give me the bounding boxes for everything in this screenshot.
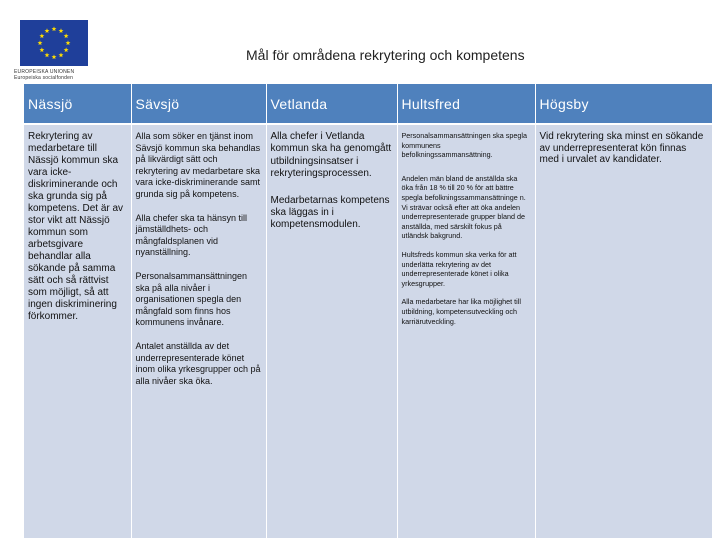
header-hultsfred: Hultsfred	[397, 84, 535, 124]
header-hogsby: Högsby	[535, 84, 712, 124]
page-title: Mål för områdena rekrytering och kompetens	[246, 47, 525, 63]
logo-line-1: EUROPEISKA UNIONEN	[14, 69, 75, 75]
flag-star-icon	[45, 53, 50, 58]
goals-table	[24, 84, 713, 538]
flag-star-icon	[38, 40, 43, 45]
flag-star-icon	[64, 47, 69, 52]
logo-line-2: Europeiska socialfonden	[14, 75, 74, 81]
hultsfred-text-2: Andelen män bland de anställda ska öka från 18 % till 20 % för att bättre spegla befolkningssammansättninge n. Vi strävar också efter att öka andelen underrepresenterade grupper bland de anställda, med särskilt fokus på utländsk bakgrund.	[401, 173, 526, 241]
flag-star-icon	[45, 28, 50, 33]
header-nassjo: Nässjö	[24, 84, 131, 124]
eu-logo	[14, 20, 94, 90]
savsjo-text-1: Alla som söker en tjänst inom Sävsjö kommun ska behandlas på likvärdigt sätt och rekrytering av medarbetare ska vara icke-diskriminerande samt grunda sig på kompetens.	[135, 131, 261, 199]
flag-star-icon	[59, 28, 64, 33]
savsjo-text-3: Personalsammansättningen ska på alla nivåer i organisationen spegla den mångfald som finns hos kommunens invånare.	[135, 270, 248, 328]
cell-hogsby	[535, 124, 712, 538]
hogsby-text: Vid rekrytering ska minst en sökande av underrepresenterat kön finnas med i urvalet av kandidater.	[539, 131, 704, 166]
eu-flag-icon	[20, 20, 88, 66]
flag-star-icon	[52, 26, 57, 31]
savsjo-text-2: Alla chefer ska ta hänsyn till jämställdhets- och mångfaldsplanen vid nyanställning.	[135, 212, 248, 258]
flag-star-icon	[66, 40, 71, 45]
vetlanda-text-2: Medarbetarnas kompetens ska läggas in i kompetensmodulen.	[270, 194, 390, 231]
cell-hultsfred	[397, 124, 535, 538]
header-vetlanda: Vetlanda	[266, 84, 397, 124]
content-row	[24, 124, 712, 538]
cell-savsjo	[131, 124, 266, 538]
hultsfred-text-1: Personalsammansättningen ska spegla kommunens befolkningssammansättning.	[401, 131, 527, 160]
logo-caption	[14, 69, 94, 81]
cell-vetlanda	[266, 124, 397, 538]
hultsfred-text-3: Hultsfreds kommun ska verka för att underlätta rekrytering av det underrepresenterade könet i olika yrkesgrupper.	[401, 249, 517, 288]
header-row	[24, 84, 712, 124]
savsjo-text-4: Antalet anställda av det underrepresenterade könet inom olika yrkesgrupper och på alla nivåer ska öka.	[135, 340, 261, 386]
flag-star-icon	[39, 33, 44, 38]
flag-star-icon	[39, 47, 44, 52]
hultsfred-text-4: Alla medarbetare har lika möjlighet till utbildning, kompetensutveckling och karriärutveckling.	[401, 297, 521, 326]
flag-star-icon	[64, 33, 69, 38]
flag-star-icon	[59, 53, 64, 58]
nassjo-text: Rekrytering av medarbetare till Nässjö kommun ska vara icke-diskriminerande och ska grunda sig på kompetens. Det är av stor vikt att Nässjö kommun som arbetsgivare behandlar alla sökande på samma sätt och så rättvist som möjligt, så att ingen diskriminering förkommer.	[28, 131, 124, 322]
vetlanda-text-1: Alla chefer i Vetlanda kommun ska ha genomgått utbildningsinsatser i rekryteringsprocessen.	[270, 131, 392, 180]
cell-nassjo	[24, 124, 131, 538]
flag-star-icon	[52, 54, 57, 59]
header-savsjo: Sävsjö	[131, 84, 266, 124]
